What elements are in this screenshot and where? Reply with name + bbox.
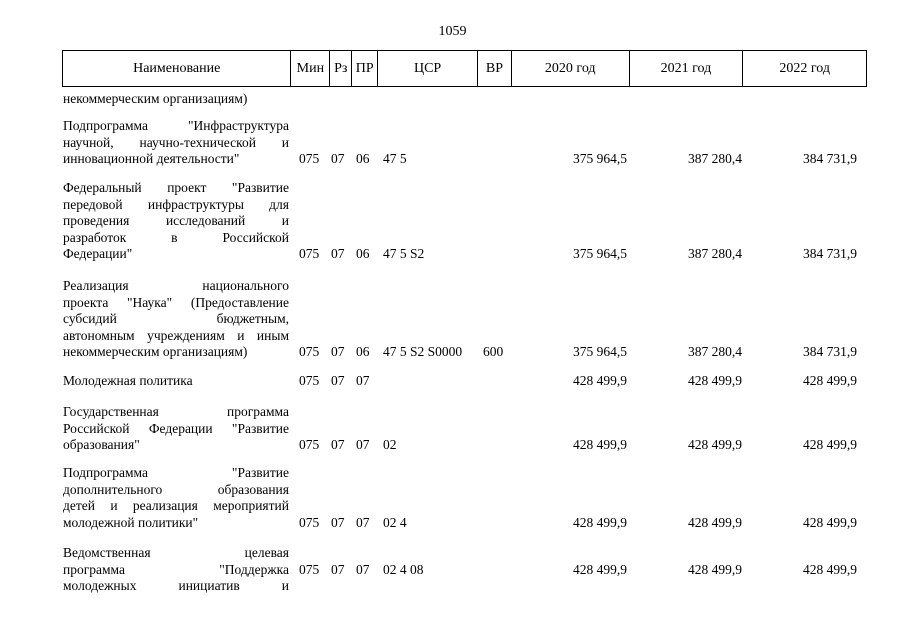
row-name-line: Федерации" bbox=[63, 246, 133, 261]
cell-min: 075 bbox=[299, 373, 320, 388]
row-name-line: проекта "Наука" (Предоставление bbox=[63, 294, 289, 310]
header-2020: 2020 год bbox=[512, 51, 630, 86]
cell-pr: 07 bbox=[356, 561, 370, 577]
cell-csr: 02 bbox=[383, 437, 397, 452]
header-name: Наименование bbox=[63, 51, 291, 86]
row-name-line: программа "Поддержка bbox=[63, 561, 289, 577]
cell-csr: 47 5 S2 bbox=[383, 246, 425, 261]
cell-y2021: 428 499,9 bbox=[688, 514, 742, 530]
cell-y2020: 375 964,5 bbox=[573, 344, 627, 359]
cell-y2021: 428 499,9 bbox=[688, 437, 742, 452]
cell-vr: 600 bbox=[483, 344, 504, 359]
cell-csr: 02 4 bbox=[383, 514, 407, 530]
row-name bbox=[63, 118, 289, 168]
row-name bbox=[63, 465, 289, 531]
row-name bbox=[63, 373, 289, 390]
cell-min: 075 bbox=[299, 246, 320, 261]
row-name-line: молодежной политики" bbox=[63, 514, 199, 530]
cell-y2022: 428 499,9 bbox=[803, 437, 857, 452]
table-header bbox=[62, 50, 867, 87]
row-name bbox=[63, 180, 289, 263]
header-rz: Рз bbox=[330, 51, 352, 86]
cell-csr: 02 4 08 bbox=[383, 561, 424, 577]
cell-y2022: 428 499,9 bbox=[803, 561, 857, 577]
cell-rz: 07 bbox=[331, 246, 345, 261]
cell-min: 075 bbox=[299, 437, 320, 452]
cell-y2020: 428 499,9 bbox=[573, 561, 627, 577]
row-name-line: Подпрограмма "Развитие bbox=[63, 465, 289, 480]
cell-rz: 07 bbox=[331, 344, 345, 359]
cell-y2021: 387 280,4 bbox=[688, 151, 742, 166]
cell-pr: 06 bbox=[356, 246, 370, 261]
cell-csr: 47 5 S2 S0000 bbox=[383, 344, 463, 359]
row-name-line: научной, научно-технической и bbox=[63, 134, 289, 150]
row-name-line: образования" bbox=[63, 437, 140, 452]
cell-y2022: 384 731,9 bbox=[803, 344, 857, 359]
cell-y2021: 387 280,4 bbox=[688, 344, 742, 359]
cell-y2022: 384 731,9 bbox=[803, 151, 857, 166]
cell-min: 075 bbox=[299, 561, 320, 577]
cell-rz: 07 bbox=[331, 437, 345, 452]
header-2021: 2021 год bbox=[630, 51, 744, 86]
cell-y2020: 428 499,9 bbox=[573, 373, 627, 388]
cell-min: 075 bbox=[299, 344, 320, 359]
row-name-line: Реализация национального bbox=[63, 278, 289, 293]
row-name-line: инновационной деятельности" bbox=[63, 151, 240, 166]
row-name-line: некоммерческим организациям) bbox=[63, 91, 248, 106]
cell-y2021: 428 499,9 bbox=[688, 561, 742, 577]
cell-y2020: 375 964,5 bbox=[573, 246, 627, 261]
header-pr: ПР bbox=[352, 51, 378, 86]
row-name-line: дополнительного образования bbox=[63, 481, 289, 497]
header-2022: 2022 год bbox=[779, 60, 830, 76]
cell-rz: 07 bbox=[331, 561, 345, 577]
row-name-line: передовой инфраструктуры для bbox=[63, 196, 289, 212]
row-name bbox=[63, 91, 289, 108]
cell-y2022: 384 731,9 bbox=[803, 246, 857, 261]
row-name-line: Государственная программа bbox=[63, 404, 289, 419]
row-name-line: Российской Федерации "Развитие bbox=[63, 420, 289, 436]
row-name-line: некоммерческим организациям) bbox=[63, 344, 248, 359]
cell-csr: 47 5 bbox=[383, 151, 407, 166]
row-name-line: Федеральный проект "Развитие bbox=[63, 180, 289, 195]
header-vr: ВР bbox=[478, 51, 512, 86]
cell-y2021: 387 280,4 bbox=[688, 246, 742, 261]
page-number: 1059 bbox=[438, 24, 467, 39]
cell-y2020: 428 499,9 bbox=[573, 514, 627, 530]
cell-pr: 06 bbox=[356, 151, 370, 166]
row-name-line: молодежных инициатив и bbox=[63, 578, 289, 593]
cell-min: 075 bbox=[299, 514, 320, 530]
row-name-line: Молодежная политика bbox=[63, 373, 193, 388]
cell-y2020: 428 499,9 bbox=[573, 437, 627, 452]
cell-pr: 06 bbox=[356, 344, 370, 359]
cell-y2020: 375 964,5 bbox=[573, 151, 627, 166]
cell-pr: 07 bbox=[356, 373, 370, 388]
row-name-line: детей и реализация мероприятий bbox=[63, 498, 289, 513]
cell-rz: 07 bbox=[331, 373, 345, 388]
row-name-line: субсидий бюджетным, bbox=[63, 311, 289, 326]
row-name-line: проведения исследований и bbox=[63, 213, 289, 228]
cell-min: 075 bbox=[299, 151, 320, 166]
row-name-line: Ведомственная целевая bbox=[63, 545, 289, 560]
header-csr: ЦСР bbox=[378, 51, 478, 86]
cell-y2022: 428 499,9 bbox=[803, 373, 857, 388]
header-min: Мин bbox=[291, 51, 330, 86]
cell-y2022: 428 499,9 bbox=[803, 514, 857, 530]
row-name bbox=[63, 404, 289, 454]
row-name-line: Подпрограмма "Инфраструктура bbox=[63, 118, 289, 133]
cell-pr: 07 bbox=[356, 437, 370, 452]
cell-rz: 07 bbox=[331, 514, 345, 530]
row-name bbox=[63, 545, 289, 595]
cell-pr: 07 bbox=[356, 514, 370, 530]
row-name-line: разработок в Российской bbox=[63, 229, 289, 245]
row-name bbox=[63, 278, 289, 361]
row-name-line: автономным учреждениям и иным bbox=[63, 327, 289, 343]
cell-rz: 07 bbox=[331, 151, 345, 166]
cell-y2021: 428 499,9 bbox=[688, 373, 742, 388]
